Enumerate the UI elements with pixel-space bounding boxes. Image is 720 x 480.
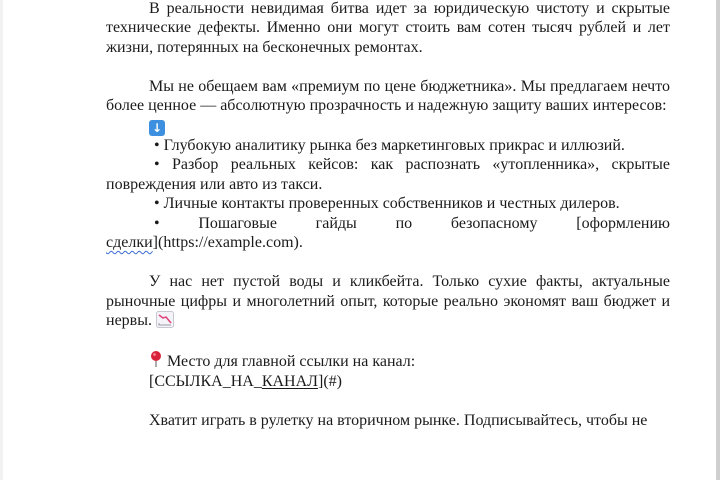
channel-link-word[interactable]: КАНАЛ <box>261 372 318 390</box>
channel-link-prefix: [ССЫЛКА_НА_ <box>149 372 262 390</box>
blank-line <box>106 391 670 411</box>
blank-line <box>106 57 670 77</box>
blank-line <box>106 253 670 273</box>
bullet-2: • Разбор реальных кейсов: как распознать «утопленника», скрытые повреждения или авто из такси. <box>106 156 670 193</box>
round-pushpin-emoji-icon <box>149 350 163 368</box>
bullet-4-rest: ](https://example.com). <box>152 234 303 251</box>
paragraph-2: Мы не обещаем вам «премиум по цене бюджетника». Мы предлагаем нечто более ценное — абсолютную прозрачность и надежную защиту ваших интересов: <box>106 77 670 114</box>
blank-line <box>106 331 670 351</box>
channel-link-suffix: ](#) <box>318 372 342 390</box>
down-arrow-emoji-icon: ↓ <box>149 120 165 136</box>
channel-link-line <box>106 372 670 392</box>
paragraph-3-text: У нас нет пустой воды и кликбейта. Только сухие факты, актуальные рыночные цифры и многолетний опыт, которые реально экономят ваш бюджет и нервы. <box>106 273 670 329</box>
bullet-1: • Глубокую аналитику рынка без маркетинговых прикрас и иллюзий. <box>154 136 625 154</box>
vertical-scrollbar[interactable] <box>716 0 720 480</box>
paragraph-1: В реальности невидимая битва идет за юридическую чистоту и скрытые технические дефекты. Именно они могут стоить вам сотен тысяч рублей и лет жизни, потерянных на бесконечных ремонтах. <box>106 0 670 56</box>
paragraph-4: Хватит играть в рулетку на вторичном рынке. Подписывайтесь, чтобы не <box>149 411 648 429</box>
bullet-3: • Личные контакты проверенных собственников и честных дилеров. <box>154 195 620 212</box>
down-arrow-line <box>106 116 670 136</box>
paragraph-3 <box>106 272 670 331</box>
scrollbar-thumb[interactable] <box>716 0 720 480</box>
page-edge <box>0 0 3 480</box>
channel-label-line <box>106 350 670 372</box>
spellcheck-word[interactable]: сделки <box>106 234 153 251</box>
bullet-4-line-1: • Пошаговые гайды по безопасному [оформлению <box>154 214 670 232</box>
document-body <box>106 0 670 430</box>
chart-decreasing-emoji-icon <box>156 311 174 328</box>
channel-label: Место для главной ссылки на канал: <box>167 353 416 370</box>
bullet-4-line-2 <box>106 233 670 253</box>
